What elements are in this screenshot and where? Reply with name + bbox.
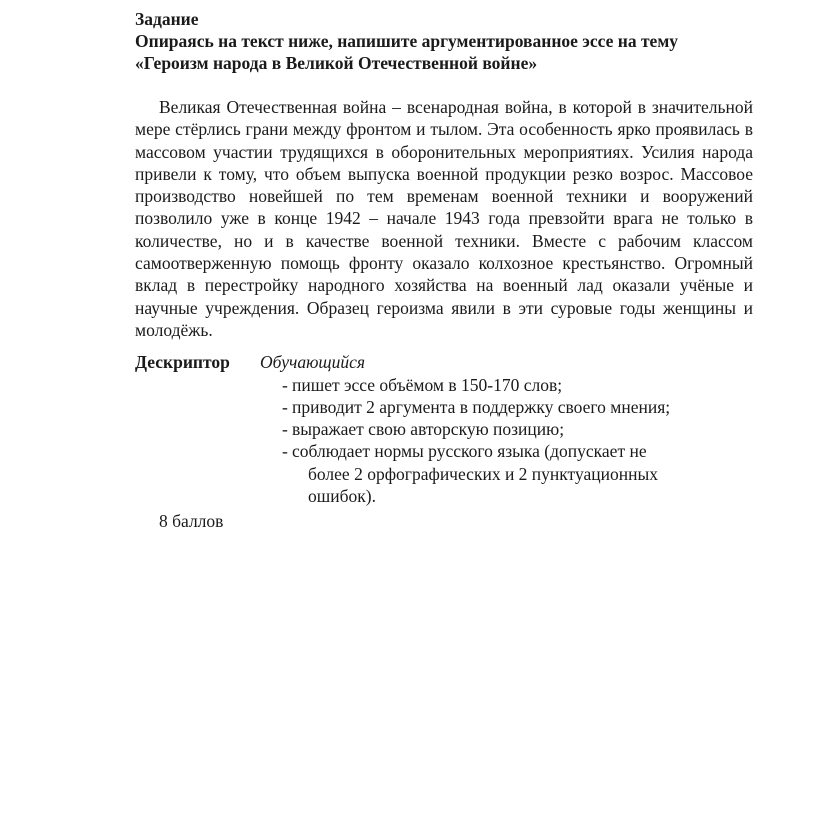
criteria-list (282, 374, 732, 508)
criteria-text: пишет эссе объёмом в 150-170 слов; (292, 374, 563, 395)
criteria-text: выражает свою авторскую позицию; (292, 419, 565, 440)
descriptor-block (135, 351, 753, 507)
score-label: 8 баллов (159, 511, 224, 532)
criteria-item (282, 440, 732, 507)
criteria-dash: - (282, 396, 288, 417)
criteria-text: приводит 2 аргумента в поддержку своего мнения; (292, 396, 671, 417)
document-page (135, 8, 753, 532)
task-label: Задание (135, 9, 199, 29)
criteria-dash: - (282, 374, 288, 395)
task-instruction-line1: Опираясь на текст ниже, напишите аргументированное эссе на тему (135, 31, 678, 51)
criteria-text-line1: соблюдает нормы русского языка (допускает не (292, 441, 647, 462)
passage-text: Великая Отечественная война – всенародная война, в которой в значительной мере стёрлись грани между фронтом и тылом. Эта особенность ярко проявилась в массовом участии трудящихся в оборонительных мероприятиях. Усилия народа привели к тому, что объем выпуска военной продукции резко возрос. Массовое производство новейшей по тем временам военной техники и вооружений позволило уже в конце 1942 – начале 1943 года превзойти врага не только в количестве, но и в качестве военной техники. Вместе с рабочим классом самоотверженную помощь фронту оказало колхозное крестьянство. Огромный вклад в перестройку народного хозяйства на военный лад оказали учёные и научные учреждения. Образец героизма явили в эти суровые годы женщины и молодёжь. (135, 97, 753, 340)
task-heading (135, 8, 753, 74)
criteria-item (282, 418, 732, 440)
criteria-item (282, 396, 732, 418)
descriptor-learner: Обучающийся (260, 352, 366, 373)
criteria-dash: - (282, 419, 288, 440)
descriptor-header (135, 351, 753, 373)
criteria-item (282, 374, 732, 396)
criteria-dash: - (282, 441, 288, 462)
criteria-text-line2: более 2 орфографических и 2 пунктуационных (308, 463, 658, 484)
criteria-text-line3: ошибок). (308, 486, 376, 507)
descriptor-label: Дескриптор (135, 352, 230, 373)
task-instruction-line2: «Героизм народа в Великой Отечественной войне» (135, 53, 538, 73)
